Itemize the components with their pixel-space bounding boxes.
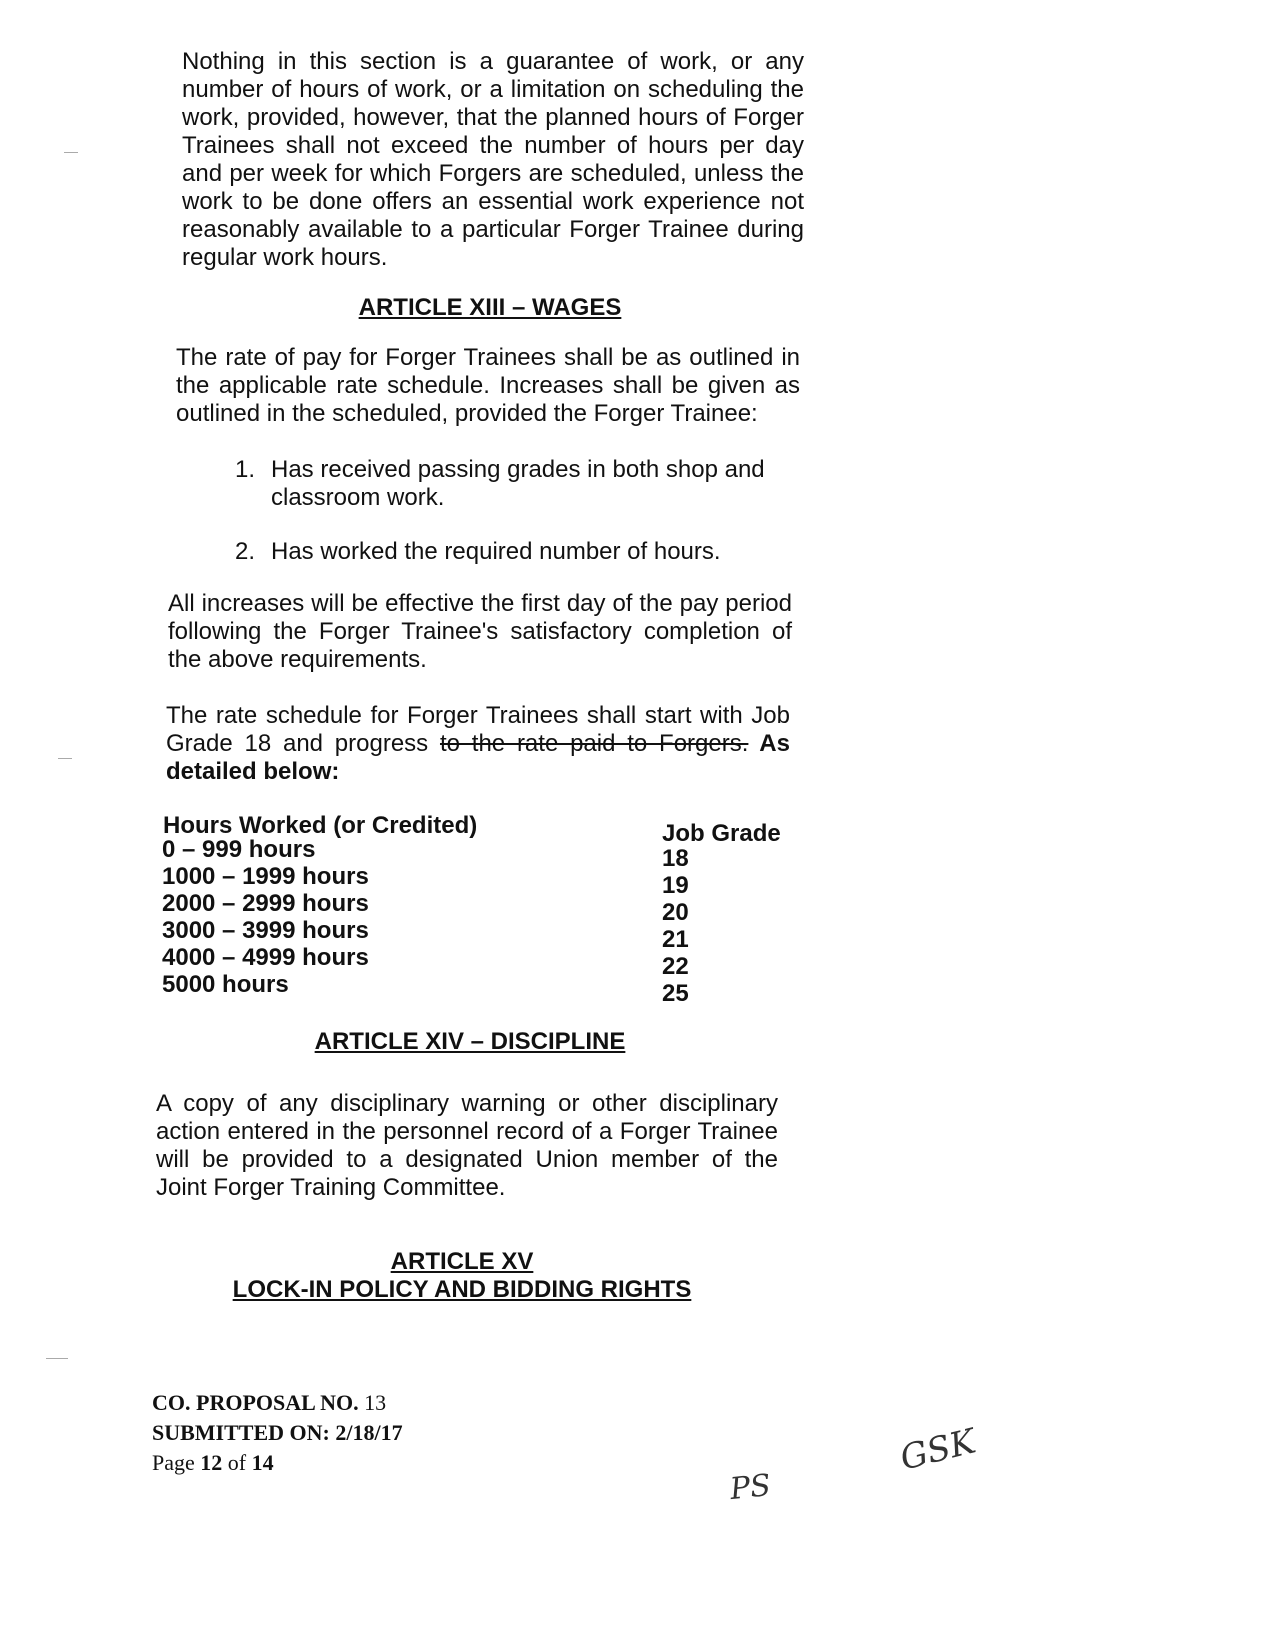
increase-paragraph: All increases will be effective the first day of the pay period following the Forger Trainee's satisfactory completion of the above requirements.	[168, 590, 792, 673]
table-cell-grade: 20	[662, 899, 689, 926]
list-item-2	[235, 538, 795, 566]
table-cell-hours: 3000 – 3999 hours	[162, 917, 369, 944]
article-13-heading: ARTICLE XIII – WAGES	[358, 294, 622, 321]
scan-mark	[46, 1358, 68, 1359]
struck-text: to the rate paid to Forgers.	[439, 730, 749, 757]
submitted-line: SUBMITTED ON: 2/18/17	[152, 1420, 403, 1445]
table-cell-hours: 0 – 999 hours	[162, 836, 316, 863]
intro-paragraph: Nothing in this section is a guarantee of work, or any number of hours of work, or a limitation on scheduling the work, provided, however, that the planned hours of Forger Trainees shall not exceed the number of hours per day and per week for which Forgers are scheduled, unless the work to be done offers an essential work experience not reasonably available to a particular Forger Trainee during regular work hours.	[182, 48, 804, 271]
scan-mark	[64, 152, 78, 153]
table-cell-hours: 5000 hours	[162, 971, 289, 998]
table-cell-grade: 21	[662, 926, 689, 953]
article-14-heading: ARTICLE XIV – DISCIPLINE	[314, 1028, 626, 1055]
hours-column-header: Hours Worked (or Credited)	[163, 812, 478, 839]
article-13-paragraph: The rate of pay for Forger Trainees shall be as outlined in the applicable rate schedule. Increases shall be given as outlined in the scheduled, provided the Forger Trainee:	[176, 344, 800, 427]
handwritten-initials-gsk: GSK	[896, 1421, 980, 1479]
list-text: Has received passing grades in both shop and classroom work.	[271, 456, 765, 511]
list-number: 2.	[235, 538, 256, 565]
grade-column-header: Job Grade	[662, 820, 781, 847]
footer	[152, 1388, 403, 1478]
table-cell-grade: 25	[662, 980, 689, 1007]
table-cell-hours: 2000 – 2999 hours	[162, 890, 369, 917]
list-item-1	[235, 456, 795, 512]
page-number-line: Page 12 of 14	[152, 1450, 274, 1475]
table-cell-grade: 18	[662, 845, 689, 872]
article-15-heading-line2: LOCK-IN POLICY AND BIDDING RIGHTS	[232, 1276, 692, 1303]
grade-column	[662, 845, 689, 1007]
list-number: 1.	[235, 456, 256, 483]
table-cell-grade: 22	[662, 953, 689, 980]
list-text: Has worked the required number of hours.	[271, 538, 721, 565]
scan-mark	[58, 758, 72, 759]
hours-column	[162, 836, 369, 998]
table-cell-hours: 4000 – 4999 hours	[162, 944, 369, 971]
schedule-intro-paragraph: The rate schedule for Forger Trainees shall start with Job Grade 18 and progress to the rate paid to Forgers. As detailed below:	[166, 702, 790, 785]
table-cell-grade: 19	[662, 872, 689, 899]
proposal-line: CO. PROPOSAL NO. 13	[152, 1390, 387, 1415]
article-14-paragraph: A copy of any disciplinary warning or other disciplinary action entered in the personnel record of a Forger Trainee will be provided to a designated Union member of the Joint Forger Training Committee.	[156, 1090, 778, 1201]
table-cell-hours: 1000 – 1999 hours	[162, 863, 369, 890]
handwritten-initials-ps: PS	[728, 1467, 773, 1508]
article-15-heading-line1: ARTICLE XV	[390, 1248, 534, 1275]
